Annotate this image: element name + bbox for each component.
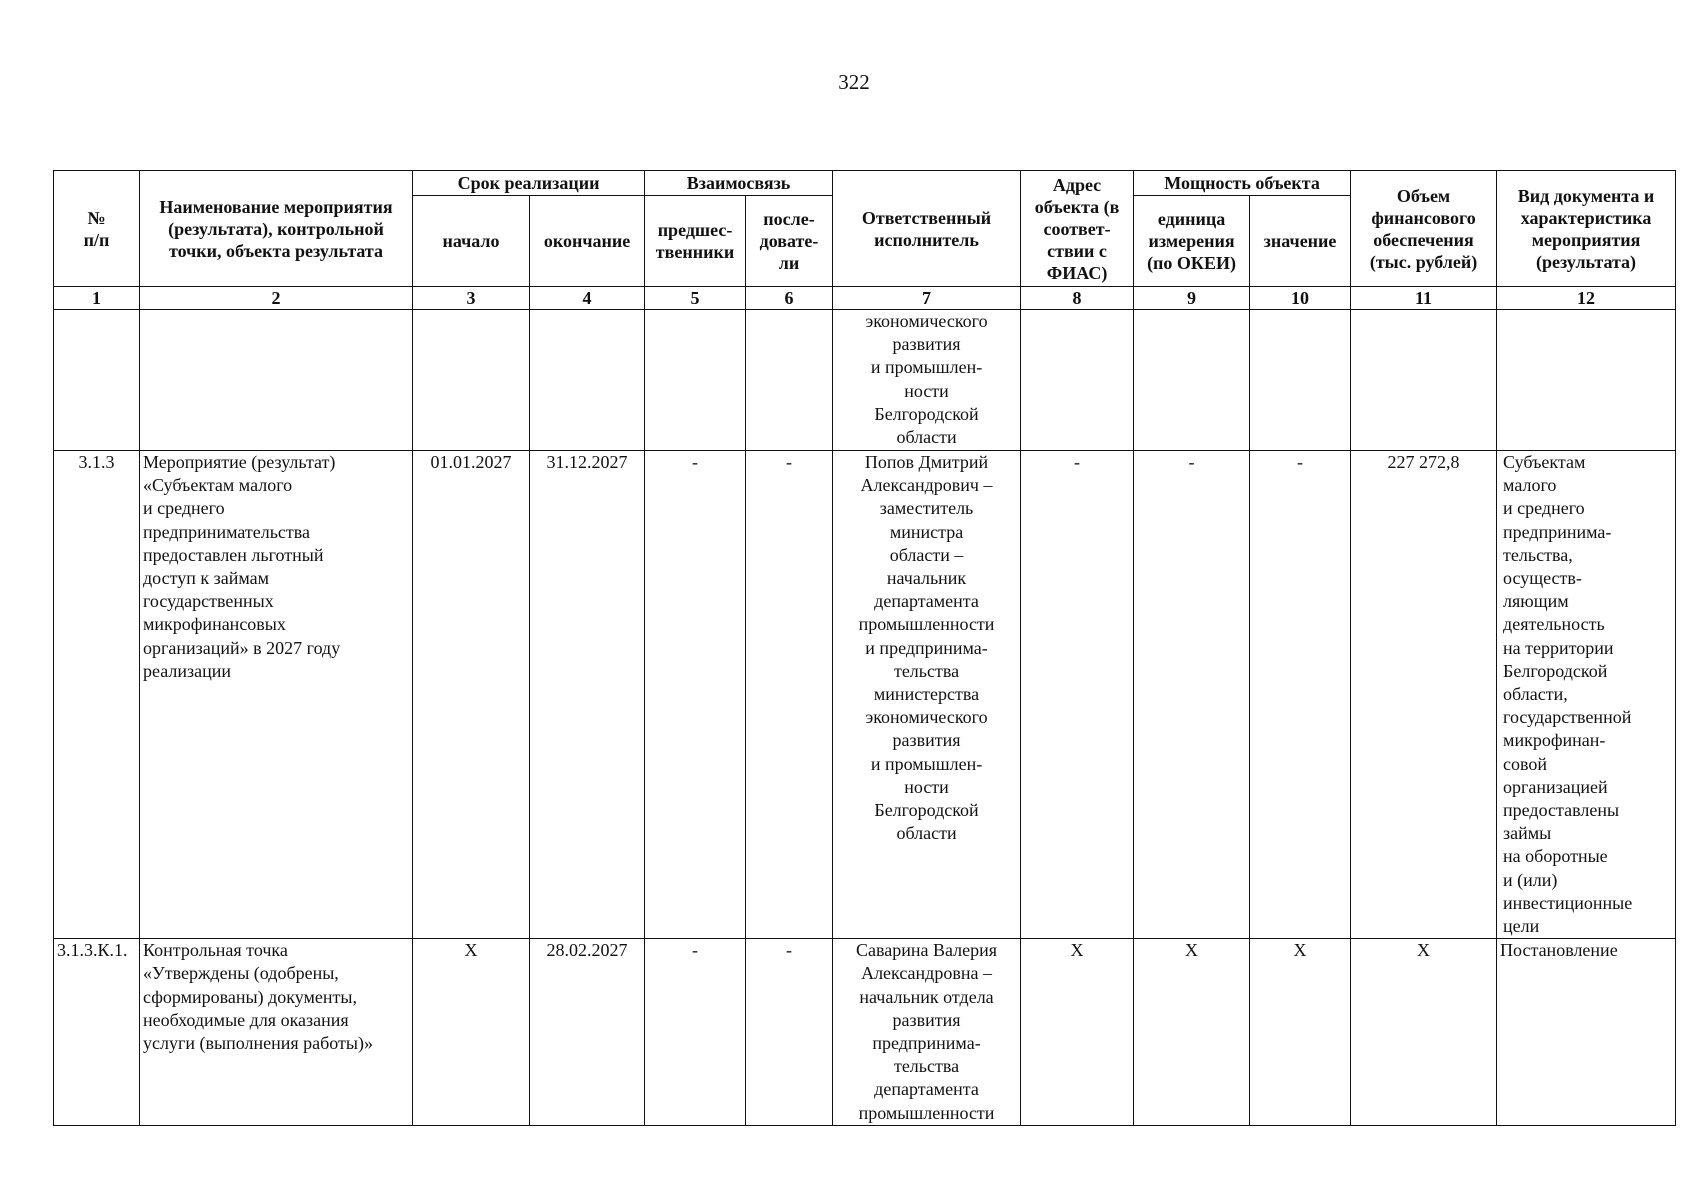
cell-end: 31.12.2027	[530, 451, 645, 939]
column-number: 12	[1497, 287, 1676, 310]
cell-value: Х	[1250, 939, 1351, 1126]
column-number: 9	[1134, 287, 1250, 310]
cell-start: Х	[413, 939, 530, 1126]
column-number-row	[54, 287, 1676, 310]
cell-unit: Х	[1134, 939, 1250, 1126]
cell-finance: 227 272,8	[1351, 451, 1497, 939]
cell-name: Мероприятие (результат) «Субъектам малого и среднего предпринимательства предоставлен льготный доступ к займам государственных микрофинансовых организаций» в 2027 году реализации	[140, 451, 413, 939]
cell-name: Контрольная точка «Утверждены (одобрены, сформированы) документы, необходимые для оказания услуги (выполнения работы)»	[140, 939, 413, 1126]
header-group-link: Взаимосвязь	[645, 171, 833, 196]
cell-unit: -	[1134, 451, 1250, 939]
cell-end	[530, 310, 645, 451]
cell-address	[1021, 310, 1134, 451]
header-next: после- довате- ли	[746, 196, 833, 287]
cell-finance: Х	[1351, 939, 1497, 1126]
header-unit: единица измерения (по ОКЕИ)	[1134, 196, 1250, 287]
cell-next	[746, 310, 833, 451]
cell-finance	[1351, 310, 1497, 451]
header-prev: предшес- твенники	[645, 196, 746, 287]
cell-doc: Субъектам малого и среднего предпринима- тельства, осуществ- ляющим деятельность на территории Белгородской области, государственной микрофинан- совой организацией предоставлены займы на оборотные и (или) инвестиционные цели	[1497, 451, 1676, 939]
cell-value	[1250, 310, 1351, 451]
header-end: окончание	[530, 196, 645, 287]
column-number: 4	[530, 287, 645, 310]
cell-prev: -	[645, 451, 746, 939]
cell-next: -	[746, 939, 833, 1126]
cell-next: -	[746, 451, 833, 939]
cell-responsible: Попов Дмитрий Александрович – заместитель министра области – начальник департамента промышленности и предпринима- тельства министерства экономического развития и промышлен- ности Белгородской области	[833, 451, 1021, 939]
table-row	[54, 310, 1676, 451]
cell-value: -	[1250, 451, 1351, 939]
cell-responsible: Саварина Валерия Александровна – начальник отдела развития предпринима- тельства департамента промышленности	[833, 939, 1021, 1126]
cell-end: 28.02.2027	[530, 939, 645, 1126]
cell-start	[413, 310, 530, 451]
header-finance: Объем финансового обеспечения (тыс. рублей)	[1351, 171, 1497, 287]
header-address: Адрес объекта (в соответ-ствии с ФИАС)	[1021, 171, 1134, 287]
cell-prev: -	[645, 939, 746, 1126]
column-number: 7	[833, 287, 1021, 310]
header-group-capacity: Мощность объекта	[1134, 171, 1351, 196]
cell-address: -	[1021, 451, 1134, 939]
plan-table	[53, 170, 1676, 1126]
column-number: 1	[54, 287, 140, 310]
cell-no	[54, 310, 140, 451]
table-row	[54, 939, 1676, 1126]
header-group-term: Срок реализации	[413, 171, 645, 196]
cell-prev	[645, 310, 746, 451]
cell-start: 01.01.2027	[413, 451, 530, 939]
header-start: начало	[413, 196, 530, 287]
cell-address: Х	[1021, 939, 1134, 1126]
cell-responsible: экономического развития и промышлен- ности Белгородской области	[833, 310, 1021, 451]
column-number: 11	[1351, 287, 1497, 310]
cell-doc: Постановление	[1497, 939, 1676, 1126]
cell-name	[140, 310, 413, 451]
column-number: 5	[645, 287, 746, 310]
header-no: № п/п	[54, 171, 140, 287]
cell-doc	[1497, 310, 1676, 451]
cell-no: 3.1.3	[54, 451, 140, 939]
column-number: 3	[413, 287, 530, 310]
cell-no: 3.1.3.К.1.	[54, 939, 140, 1126]
header-name: Наименование мероприятия (результата), контрольной точки, объекта результата	[140, 171, 413, 287]
cell-unit	[1134, 310, 1250, 451]
column-number: 6	[746, 287, 833, 310]
header-doc: Вид документа и характеристика мероприятия (результата)	[1497, 171, 1676, 287]
page-number: 322	[838, 70, 870, 94]
column-number: 2	[140, 287, 413, 310]
table-header	[54, 171, 1676, 287]
column-number: 10	[1250, 287, 1351, 310]
column-number: 8	[1021, 287, 1134, 310]
header-responsible: Ответственный исполнитель	[833, 171, 1021, 287]
table-row	[54, 451, 1676, 939]
header-value: значение	[1250, 196, 1351, 287]
